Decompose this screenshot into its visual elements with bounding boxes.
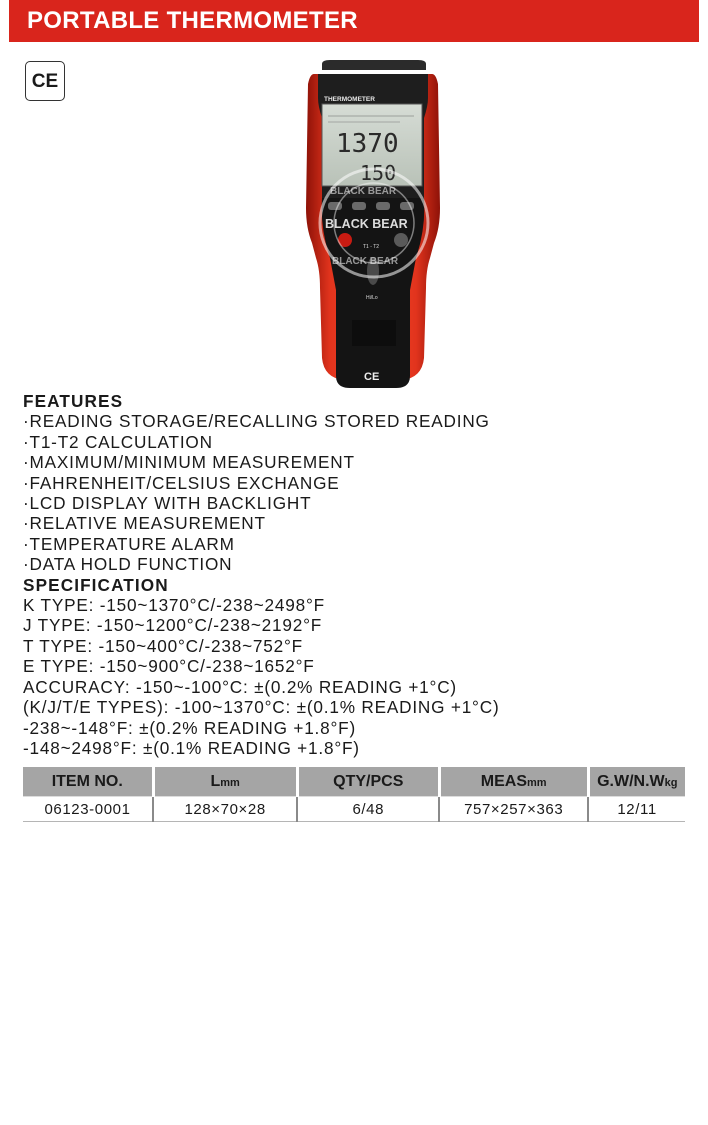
cell-meas: 757×257×363 xyxy=(439,797,588,822)
features-heading: FEATURES xyxy=(23,391,124,411)
cell-item-no: 06123-0001 xyxy=(23,797,153,822)
lcd-main-reading: 1370 xyxy=(336,129,399,159)
feature-item: ·LCD DISPLAY WITH BACKLIGHT xyxy=(23,493,312,514)
spec-item: J TYPE: -150~1200°C/-238~2192°F xyxy=(23,615,323,636)
cell-length: 128×70×28 xyxy=(153,797,297,822)
feature-item: ·MAXIMUM/MINIMUM MEASUREMENT xyxy=(23,452,355,473)
spec-item: K TYPE: -150~1370°C/-238~2498°F xyxy=(23,595,325,616)
t1-t2-button-label: T1 - T2 xyxy=(363,244,380,250)
column-header-weight: G.W/N.Wkg xyxy=(588,767,685,797)
table-header-row xyxy=(23,767,685,797)
cell-weight: 12/11 xyxy=(588,797,685,822)
column-header-length: Lmm xyxy=(153,767,297,797)
column-header-meas: MEASmm xyxy=(439,767,588,797)
watermark-text-middle: BLACK BEAR xyxy=(325,217,408,231)
spec-item: (K/J/T/E TYPES): -100~1370°C: ±(0.1% READING +1°C) xyxy=(23,697,500,718)
feature-item: ·FAHRENHEIT/CELSIUS EXCHANGE xyxy=(23,472,340,493)
product-image-thermometer xyxy=(300,58,445,390)
spec-item: -148~2498°F: ±(0.1% READING +1.8°F) xyxy=(23,737,360,758)
spec-item: T TYPE: -150~400°C/-238~752°F xyxy=(23,635,303,656)
specification-list xyxy=(23,595,693,758)
device-ce-mark: CE xyxy=(364,371,380,383)
column-header-item-no: ITEM NO. xyxy=(23,767,153,797)
product-spec-table xyxy=(23,767,685,822)
lcd-sub-reading: 150 xyxy=(360,161,397,185)
feature-item: ·RELATIVE MEASUREMENT xyxy=(23,513,266,534)
table-row xyxy=(23,797,685,822)
column-header-qty: QTY/PCS xyxy=(297,767,439,797)
features-list xyxy=(23,411,693,574)
cell-qty: 6/48 xyxy=(297,797,439,822)
hold-button-label: Hi/Lo xyxy=(366,295,378,301)
spec-item: -238~-148°F: ±(0.2% READING +1.8°F) xyxy=(23,717,356,738)
feature-item: ·T1-T2 CALCULATION xyxy=(23,431,213,452)
watermark-text-top: BLACK BEAR xyxy=(330,186,397,197)
feature-item: ·DATA HOLD FUNCTION xyxy=(23,554,233,575)
feature-item: ·READING STORAGE/RECALLING STORED READING xyxy=(23,411,490,432)
specification-heading: SPECIFICATION xyxy=(23,574,169,595)
features-specification-text xyxy=(23,391,693,758)
feature-item: ·TEMPERATURE ALARM xyxy=(23,533,235,554)
spec-item: E TYPE: -150~900°C/-238~1652°F xyxy=(23,656,315,677)
watermark-text-bottom: BLACK BEAR xyxy=(332,256,399,267)
device-model-label: THERMOMETER xyxy=(324,96,375,103)
page-title: PORTABLE THERMOMETER xyxy=(27,7,358,34)
ce-mark-badge: CE xyxy=(25,61,65,101)
spec-item: ACCURACY: -150~-100°C: ±(0.2% READING +1°C) xyxy=(23,676,457,697)
title-bar xyxy=(9,0,699,42)
